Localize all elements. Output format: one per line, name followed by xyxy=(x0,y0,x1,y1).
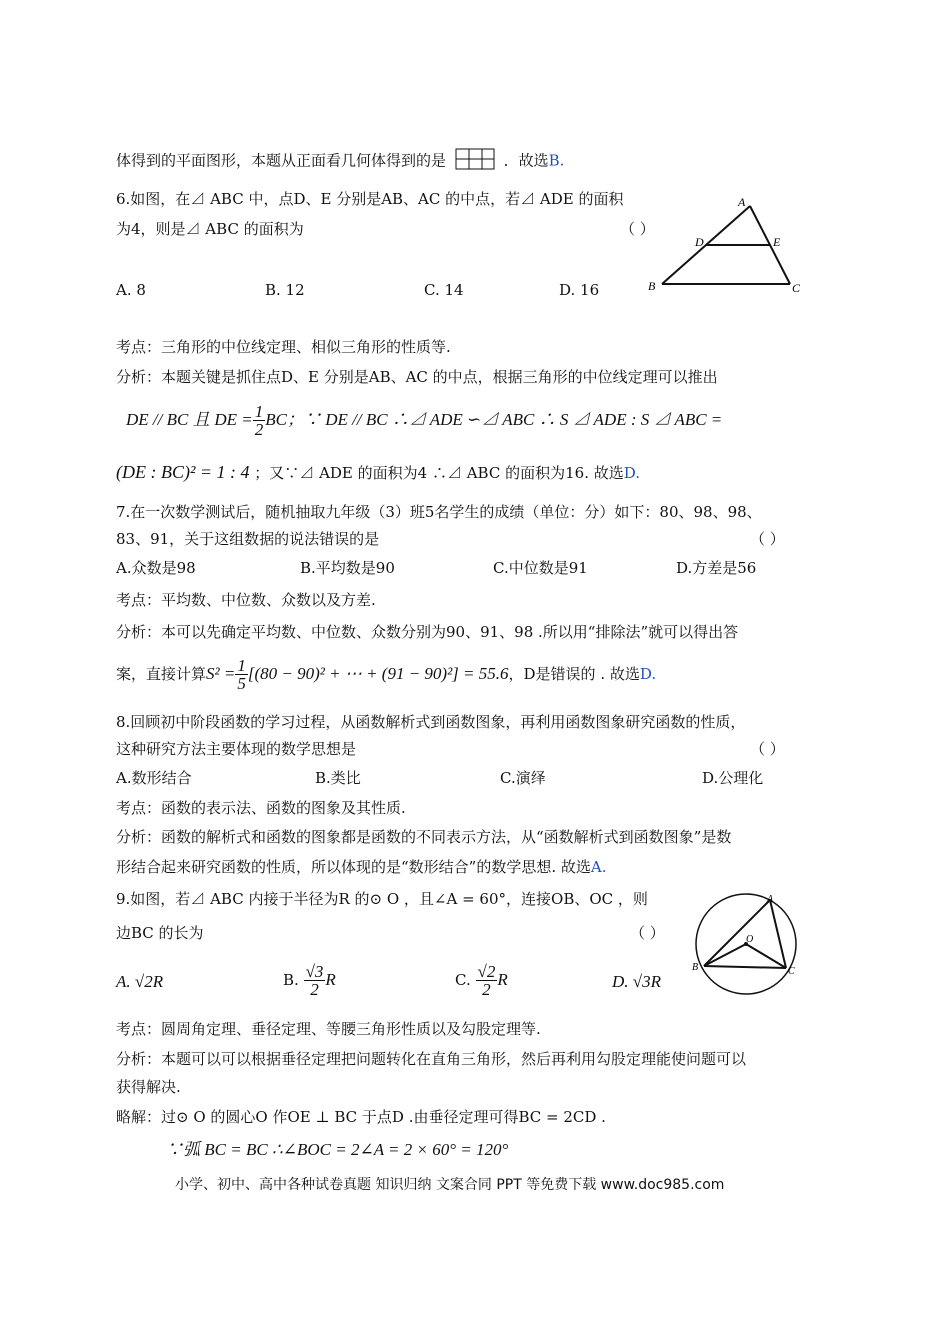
fraction-fifth: $\frac{1}{5}$ xyxy=(237,655,246,693)
q9-kaodian: 考点：圆周角定理、垂径定理、等腰三角形性质以及勾股定理等. xyxy=(116,1020,541,1038)
q8-stem-2: 这种研究方法主要体现的数学思想是 xyxy=(116,740,357,758)
q8-answer-paren: （ ） xyxy=(750,740,785,758)
q7-answer-paren: （ ） xyxy=(750,530,785,548)
label-c: C xyxy=(792,281,801,295)
q9-option-c: C. $\frac{√2}{2}$ R xyxy=(455,961,508,999)
triangle-figure xyxy=(640,192,810,302)
q9-option-b: B. $\frac{√3}{2}$ R xyxy=(283,961,336,999)
q9-last-line: ∵弧 BC = BC ∴∠BOC = 2∠A = 2 × 60° = 120° xyxy=(166,1140,509,1159)
q8-kaodian: 考点：函数的表示法、函数的图象及其性质. xyxy=(116,799,406,817)
q9-answer-paren: （ ） xyxy=(630,924,665,942)
q6-option-b: B. 12 xyxy=(265,281,305,299)
circle-figure xyxy=(690,884,810,1004)
label-d: D xyxy=(695,235,704,249)
fraction-half: $\frac{1}{2}$ xyxy=(254,401,264,439)
label-a: A xyxy=(767,894,774,905)
label-e: E xyxy=(773,235,781,249)
q6-formula-1: DE // BC 且 DE = $\frac{1}{2}$ BC；∵ DE // BC ∴⊿ ADE ∽⊿ ABC ∴ S ⊿ ADE : S ⊿ ABC = xyxy=(126,401,723,439)
q9-solution: 略解：过⊙ O 的圆心O 作OE ⊥ BC 于点D .由垂径定理可得BC = 2CD . xyxy=(116,1108,606,1126)
q6-kaodian: 考点：三角形的中位线定理、相似三角形的性质等. xyxy=(116,338,451,356)
q7-option-d: D.方差是56 xyxy=(676,559,757,577)
answer: D. xyxy=(623,464,640,482)
page-footer: 小学、初中、高中各种试卷真题 知识归纳 文案合同 PPT 等免费下载 www.doc985.com xyxy=(175,1177,725,1193)
answer: A. xyxy=(590,858,607,876)
q7-fenxi: 分析：本可以先确定平均数、中位数、众数分别为90、91、98 .所以用“排除法”就可以得出答 xyxy=(116,623,739,641)
q8-option-d: D.公理化 xyxy=(702,769,764,787)
answer: B. xyxy=(548,151,565,170)
q6-option-c: C. 14 xyxy=(424,281,464,299)
q7-formula: 案，直接计算 S² = $\frac{1}{5}$ [(80 − 90)² + ⋯ + (91 − 90)²] = 55.6 ，D是错误的 . 故选 D. xyxy=(116,655,657,693)
q6-option-a: A. 8 xyxy=(116,281,146,299)
q7-stem-2: 83、91，关于这组数据的说法错误的是 xyxy=(116,530,380,548)
q9-option-a: A. √2R xyxy=(116,972,164,991)
q7-kaodian: 考点：平均数、中位数、众数以及方差. xyxy=(116,591,376,609)
q7-option-b: B.平均数是90 xyxy=(300,559,395,577)
q6-fenxi: 分析：本题关键是抓住点D、E 分别是AB、AC 的中点，根据三角形的中位线定理可以推出 xyxy=(116,368,718,386)
q6-formula-2: (DE : BC)² = 1 : 4 ；又∵⊿ ADE 的面积为4 ∴⊿ ABC 的面积为16. 故选D. xyxy=(116,462,640,482)
q6-option-d: D. 16 xyxy=(559,281,600,299)
q9-stem-1: 9.如图，若⊿ ABC 内接于半径为R 的⊙ O ，且∠A = 60°，连接OB、OC ，则 xyxy=(116,890,648,908)
q7-option-a: A.众数是98 xyxy=(116,559,196,577)
q7-stem-1: 7.在一次数学测试后，随机抽取九年级（3）班5名学生的成绩（单位：分）如下：80、98、98、 xyxy=(116,503,762,521)
q6-stem-1: 6.如图，在⊿ ABC 中，点D、E 分别是AB、AC 的中点，若⊿ ADE 的面积 xyxy=(116,190,624,208)
q8-option-c: C.演绎 xyxy=(500,769,546,787)
label-b: B xyxy=(692,962,699,973)
answer: D. xyxy=(639,665,657,683)
q8-option-b: B.类比 xyxy=(315,769,361,787)
q8-fenxi-1: 分析：函数的解析式和函数的图象都是函数的不同表示方法，从“函数解析式到函数图象”是数 xyxy=(116,828,732,846)
q6-stem-2: 为4，则是⊿ ABC 的面积为 xyxy=(116,220,304,238)
q5-line: 体得到的平面图形，本题从正面看几何体得到的是 ．故选B. xyxy=(116,148,564,175)
q8-option-a: A.数形结合 xyxy=(116,769,192,787)
q9-option-d: D. √3R xyxy=(612,972,661,991)
q9-fenxi-2: 获得解决. xyxy=(116,1078,181,1096)
q8-fenxi-2: 形结合起来研究函数的性质，所以体现的是“数形结合”的数学思想. 故选A. xyxy=(116,858,607,876)
grid-figure-icon xyxy=(455,148,495,175)
label-b: B xyxy=(648,279,656,293)
label-a: A xyxy=(738,195,746,209)
q8-stem-1: 8.回顾初中阶段函数的学习过程，从函数解析式到函数图象，再利用函数图象研究函数的性质， xyxy=(116,713,746,731)
q9-stem-2: 边BC 的长为 xyxy=(116,924,204,942)
q9-fenxi-1: 分析：本题可以可以根据垂径定理把问题转化在直角三角形，然后再利用勾股定理能使问题可以 xyxy=(116,1050,747,1068)
q7-option-c: C.中位数是91 xyxy=(493,559,588,577)
label-o: O xyxy=(746,934,754,945)
label-c: C xyxy=(788,966,795,977)
q6-answer-paren: （ ） xyxy=(620,220,655,238)
